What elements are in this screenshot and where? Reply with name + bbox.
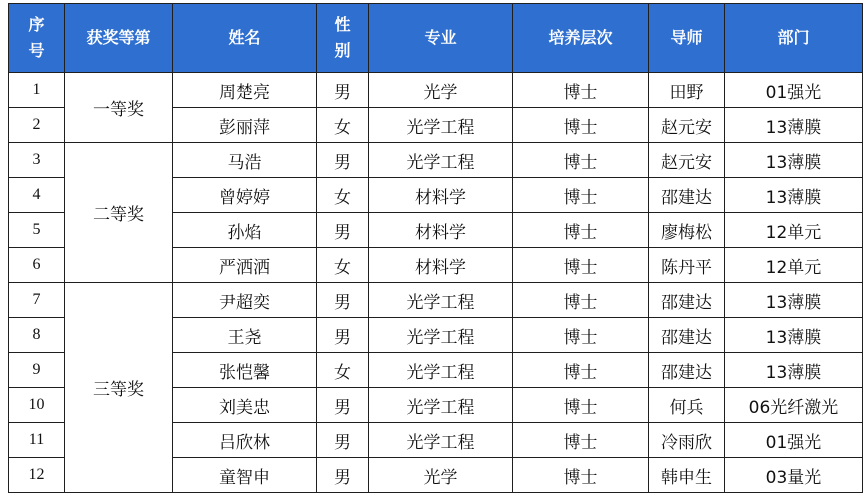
cell-degree: 博士 [513,143,649,178]
cell-advisor: 廖梅松 [649,213,725,248]
cell-index: 8 [9,318,65,353]
cell-major: 光学 [369,458,513,493]
cell-department: 12单元 [725,248,863,283]
cell-index: 3 [9,143,65,178]
cell-major: 光学工程 [369,423,513,458]
cell-award-level: 三等奖 [65,283,173,493]
cell-name: 周楚亮 [173,73,317,108]
header-name: 姓名 [173,4,317,73]
header-award-level: 获奖等第 [65,4,173,73]
cell-index: 5 [9,213,65,248]
cell-gender: 男 [317,423,369,458]
cell-gender: 男 [317,143,369,178]
cell-index: 12 [9,458,65,493]
cell-award-level: 一等奖 [65,73,173,143]
cell-name: 王尧 [173,318,317,353]
cell-degree: 博士 [513,248,649,283]
cell-department: 01强光 [725,423,863,458]
cell-advisor: 赵元安 [649,143,725,178]
table-row [9,73,863,108]
cell-name: 童智申 [173,458,317,493]
cell-degree: 博士 [513,388,649,423]
cell-name: 曾婷婷 [173,178,317,213]
cell-advisor: 陈丹平 [649,248,725,283]
cell-major: 光学工程 [369,283,513,318]
cell-department: 13薄膜 [725,318,863,353]
cell-gender: 女 [317,178,369,213]
cell-advisor: 邵建达 [649,318,725,353]
header-index-line1: 序 [28,15,45,34]
cell-department: 13薄膜 [725,283,863,318]
cell-major: 光学工程 [369,143,513,178]
cell-degree: 博士 [513,108,649,143]
cell-gender: 男 [317,73,369,108]
cell-name: 彭丽萍 [173,108,317,143]
cell-major: 光学工程 [369,318,513,353]
cell-index: 2 [9,108,65,143]
cell-advisor: 冷雨欣 [649,423,725,458]
cell-advisor: 邵建达 [649,178,725,213]
cell-index: 1 [9,73,65,108]
cell-gender: 女 [317,353,369,388]
table-row [9,143,863,178]
table-row [9,283,863,318]
table-header [9,4,863,73]
cell-gender: 男 [317,458,369,493]
cell-major: 光学工程 [369,353,513,388]
table-body [9,73,863,493]
header-index-line2: 号 [28,41,45,60]
header-degree: 培养层次 [513,4,649,73]
cell-gender: 男 [317,318,369,353]
cell-advisor: 何兵 [649,388,725,423]
cell-department: 13薄膜 [725,178,863,213]
cell-name: 严洒洒 [173,248,317,283]
header-department: 部门 [725,4,863,73]
cell-degree: 博士 [513,178,649,213]
cell-index: 11 [9,423,65,458]
cell-major: 光学 [369,73,513,108]
header-gender-line1: 性 [334,15,351,34]
cell-advisor: 邵建达 [649,353,725,388]
cell-degree: 博士 [513,353,649,388]
cell-gender: 女 [317,108,369,143]
cell-major: 光学工程 [369,388,513,423]
header-gender-line2: 别 [334,41,351,60]
cell-department: 06光纤激光 [725,388,863,423]
cell-major: 光学工程 [369,108,513,143]
cell-name: 马浩 [173,143,317,178]
cell-name: 张恺馨 [173,353,317,388]
cell-index: 10 [9,388,65,423]
cell-degree: 博士 [513,318,649,353]
cell-advisor: 韩申生 [649,458,725,493]
cell-index: 4 [9,178,65,213]
cell-name: 尹超奕 [173,283,317,318]
cell-index: 6 [9,248,65,283]
cell-advisor: 邵建达 [649,283,725,318]
header-advisor: 导师 [649,4,725,73]
cell-degree: 博士 [513,73,649,108]
cell-department: 03量光 [725,458,863,493]
cell-department: 12单元 [725,213,863,248]
cell-index: 9 [9,353,65,388]
cell-department: 13薄膜 [725,108,863,143]
cell-advisor: 赵元安 [649,108,725,143]
header-row [9,4,863,73]
cell-gender: 女 [317,248,369,283]
award-table [8,3,863,493]
cell-department: 01强光 [725,73,863,108]
cell-degree: 博士 [513,458,649,493]
cell-gender: 男 [317,213,369,248]
header-index [9,4,65,73]
cell-department: 13薄膜 [725,143,863,178]
cell-major: 材料学 [369,248,513,283]
cell-award-level: 二等奖 [65,143,173,283]
header-major: 专业 [369,4,513,73]
cell-index: 7 [9,283,65,318]
cell-name: 孙焰 [173,213,317,248]
cell-degree: 博士 [513,423,649,458]
cell-name: 吕欣林 [173,423,317,458]
cell-advisor: 田野 [649,73,725,108]
cell-department: 13薄膜 [725,353,863,388]
cell-name: 刘美忠 [173,388,317,423]
header-gender [317,4,369,73]
cell-major: 材料学 [369,213,513,248]
cell-degree: 博士 [513,283,649,318]
cell-gender: 男 [317,283,369,318]
cell-gender: 男 [317,388,369,423]
cell-degree: 博士 [513,213,649,248]
cell-major: 材料学 [369,178,513,213]
